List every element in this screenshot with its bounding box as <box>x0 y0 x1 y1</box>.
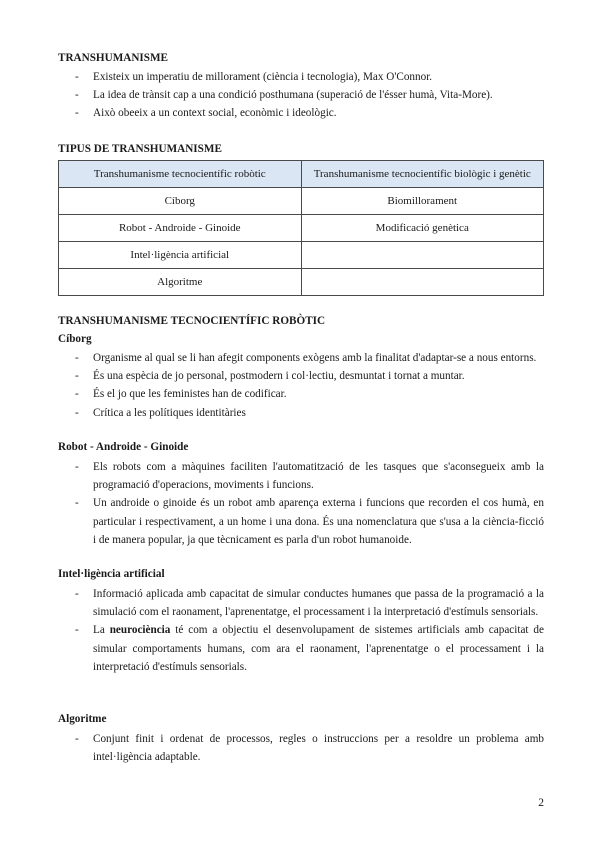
table-cell: Biomillorament <box>301 188 544 215</box>
table-cell <box>301 269 544 296</box>
list-item: - Informació aplicada amb capacitat de simular conductes humanes que passa de la programació a la simulació com el raonament, l'aprenentatge, el processament i la interpretació d'estímuls sensorials. <box>58 585 544 621</box>
tipus-table <box>58 160 544 296</box>
list-item: - Existeix un imperatiu de millorament (ciència i tecnologia), Max O'Connor. <box>58 68 544 86</box>
table-cell: Robot - Androide - Ginoide <box>59 215 302 242</box>
list-item: - Organisme al qual se li han afegit components exògens amb la finalitat d'adaptar-se a nous entorns. <box>58 349 544 367</box>
transhumanisme-list <box>58 68 544 123</box>
table-row <box>59 215 544 242</box>
table-cell: Intel·ligència artificial <box>59 242 302 269</box>
neurociencia-pre: La <box>93 624 110 637</box>
list-item: - És el jo que les feministes han de codificar. <box>58 385 544 403</box>
subheading-algoritme: Algoritme <box>58 713 107 725</box>
table-row <box>59 242 544 269</box>
table-cell: Modificació genètica <box>301 215 544 242</box>
list-item <box>58 621 544 676</box>
ia-list <box>58 585 544 676</box>
list-item: - Això obeeix a un context social, econòmic i ideològic. <box>58 104 544 122</box>
subheading-ia: Intel·ligència artificial <box>58 568 165 580</box>
list-item: - Crítica a les polítiques identitàries <box>58 404 544 422</box>
list-item: - És una espècia de jo personal, postmodern i col·lectiu, desmuntat i tornat a muntar. <box>58 367 544 385</box>
subheading-robot: Robot - Androide - Ginoide <box>58 441 189 453</box>
section-heading-transhumanisme: TRANSHUMANISME <box>58 52 169 64</box>
section-heading-tipus: TIPUS DE TRANSHUMANISME <box>58 143 222 155</box>
ciborg-list <box>58 349 544 422</box>
table-header-cell: Transhumanisme tecnocientífic biològic i genètic <box>301 161 544 188</box>
list-item: - Un androide o ginoide és un robot amb aparença externa i funcions que recorden el cos humà, en particular i respectivament, a un home i una dona. És una nomenclatura que s'usa a la ciència-ficció i de manera popular, ja que tècnicament es parla d'un robot humanoide. <box>58 494 544 549</box>
neurociencia-term: neurociència <box>109 624 171 637</box>
section-heading-robotic: TRANSHUMANISME TECNOCIENTÍFIC ROBÒTIC <box>58 315 326 327</box>
table-cell: Algoritme <box>59 269 302 296</box>
page-number: 2 <box>538 797 544 809</box>
neurociencia-post: té com a objectiu el desenvolupament de sistemes artificials amb capacitat de simular comportaments humans, com ara el raonament, l'aprenentatge o el processament i la interpretació d'estímuls sensorials. <box>93 624 544 673</box>
list-item: - Els robots com a màquines faciliten l'automatització de les tasques que s'aconsegueix amb la programació d'operacions, moviments i funcions. <box>58 458 544 494</box>
table-row <box>59 188 544 215</box>
table-cell <box>301 242 544 269</box>
list-item: - Conjunt finit i ordenat de processos, regles o instruccions per a resoldre un problema amb intel·ligència adaptable. <box>58 730 544 766</box>
table-cell: Cíborg <box>59 188 302 215</box>
algoritme-list <box>58 730 544 766</box>
robot-list <box>58 458 544 549</box>
table-header-row <box>59 161 544 188</box>
subheading-ciborg: Cíborg <box>58 333 92 345</box>
list-item: - La idea de trànsit cap a una condició posthumana (superació de l'ésser humà, Vita-More). <box>58 86 544 104</box>
table-row <box>59 269 544 296</box>
table-header-cell: Transhumanisme tecnocientífic robòtic <box>59 161 302 188</box>
